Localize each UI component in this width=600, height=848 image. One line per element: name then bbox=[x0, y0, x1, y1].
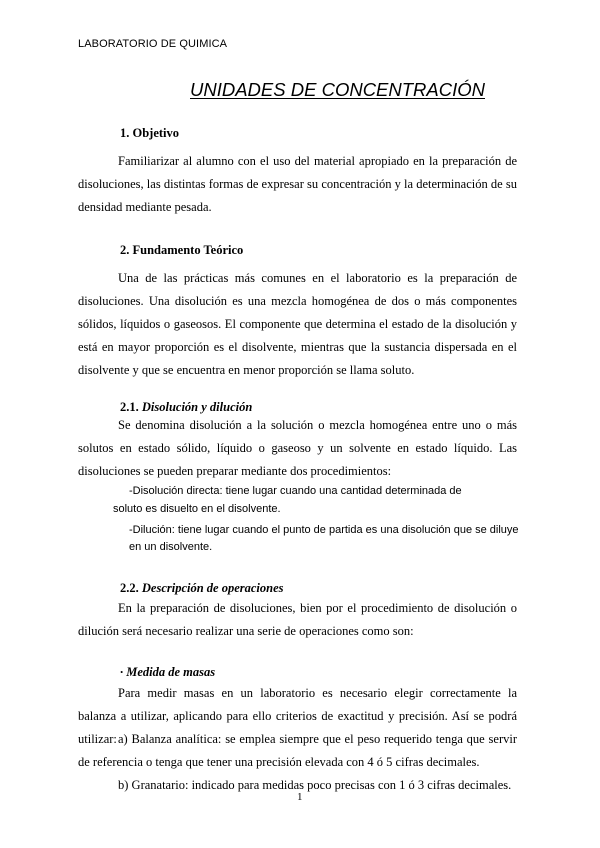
section-1-paragraph bbox=[78, 150, 517, 219]
section-2-paragraph bbox=[78, 267, 517, 382]
list-item-dilucion-line2: en un disolvente. bbox=[129, 541, 213, 553]
section-2-2-text: En la preparación de disoluciones, bien por el procedimiento de disolución o dilución será necesario realizar una serie de operaciones como son: bbox=[78, 601, 517, 638]
section-2-1-paragraph bbox=[78, 414, 517, 483]
medida-de-masas-heading bbox=[120, 665, 215, 680]
medida-de-masas-title: · Medida de masas bbox=[120, 665, 216, 679]
list-item-disolucion-directa-line1: -Disolución directa: tiene lugar cuando una cantidad determinada de bbox=[129, 485, 462, 497]
section-1-text: Familiarizar al alumno con el uso del material apropiado en la preparación de disoluciones, las distintas formas de expresar su concentración y la determinación de su densidad mediante pesada. bbox=[78, 154, 517, 214]
page-number: 1 bbox=[297, 791, 303, 803]
balanza-analitica-text: a) Balanza analítica: se emplea siempre que el peso requerido tenga que servir de referencia o tenga que tener una precisión elevada con 4 ó 5 cifras decimales. bbox=[78, 732, 517, 769]
list-item-disolucion-directa-line2: soluto es disuelto en el disolvente. bbox=[113, 503, 281, 515]
section-2-text: Una de las prácticas más comunes en el laboratorio es la preparación de disoluciones. Una disolución es una mezcla homogénea de dos o más componentes sólidos, líquidos o gaseosos. El componente que determina el estado de la disolución y está en mayor proporción es el disolvente, mientras que la sustancia dispersada en el disolvente y que se encuentra en menor proporción se llama soluto. bbox=[78, 271, 517, 377]
balanza-analitica-paragraph bbox=[78, 728, 517, 774]
list-item-dilucion-line1: -Dilución: tiene lugar cuando el punto de partida es una disolución que se diluye bbox=[129, 524, 519, 536]
section-2-1-number: 2.1. bbox=[120, 400, 139, 414]
running-header: LABORATORIO DE QUIMICA bbox=[78, 38, 228, 50]
section-1-heading: 1. Objetivo bbox=[120, 126, 180, 140]
section-2-2-title: Descripción de operaciones bbox=[141, 581, 284, 595]
section-2-1-text: Se denomina disolución a la solución o mezcla homogénea entre uno o más solutos en estado sólido, líquido o gaseoso y un solvente en estado líquido. Las disoluciones se pueden preparar mediante dos procedimientos: bbox=[78, 418, 517, 478]
section-2-heading: 2. Fundamento Teórico bbox=[120, 243, 244, 257]
section-2-2-heading bbox=[120, 581, 284, 596]
granatario-line: b) Granatario: indicado para medidas poco precisas con 1 ó 3 cifras decimales. bbox=[118, 778, 512, 792]
section-2-2-paragraph bbox=[78, 597, 517, 643]
section-2-1-heading bbox=[120, 400, 252, 415]
section-2-2-number: 2.2. bbox=[120, 581, 139, 595]
section-2-1-title: Disolución y dilución bbox=[141, 400, 253, 414]
page-title: UNIDADES DE CONCENTRACIÓN bbox=[190, 79, 485, 100]
medida-de-masas-text: Para medir masas en un laboratorio es necesario elegir correctamente la balanza a utilizar, aplicando para ello criterios de exactitud y precisión. Así se podrá utilizar: bbox=[78, 686, 517, 746]
